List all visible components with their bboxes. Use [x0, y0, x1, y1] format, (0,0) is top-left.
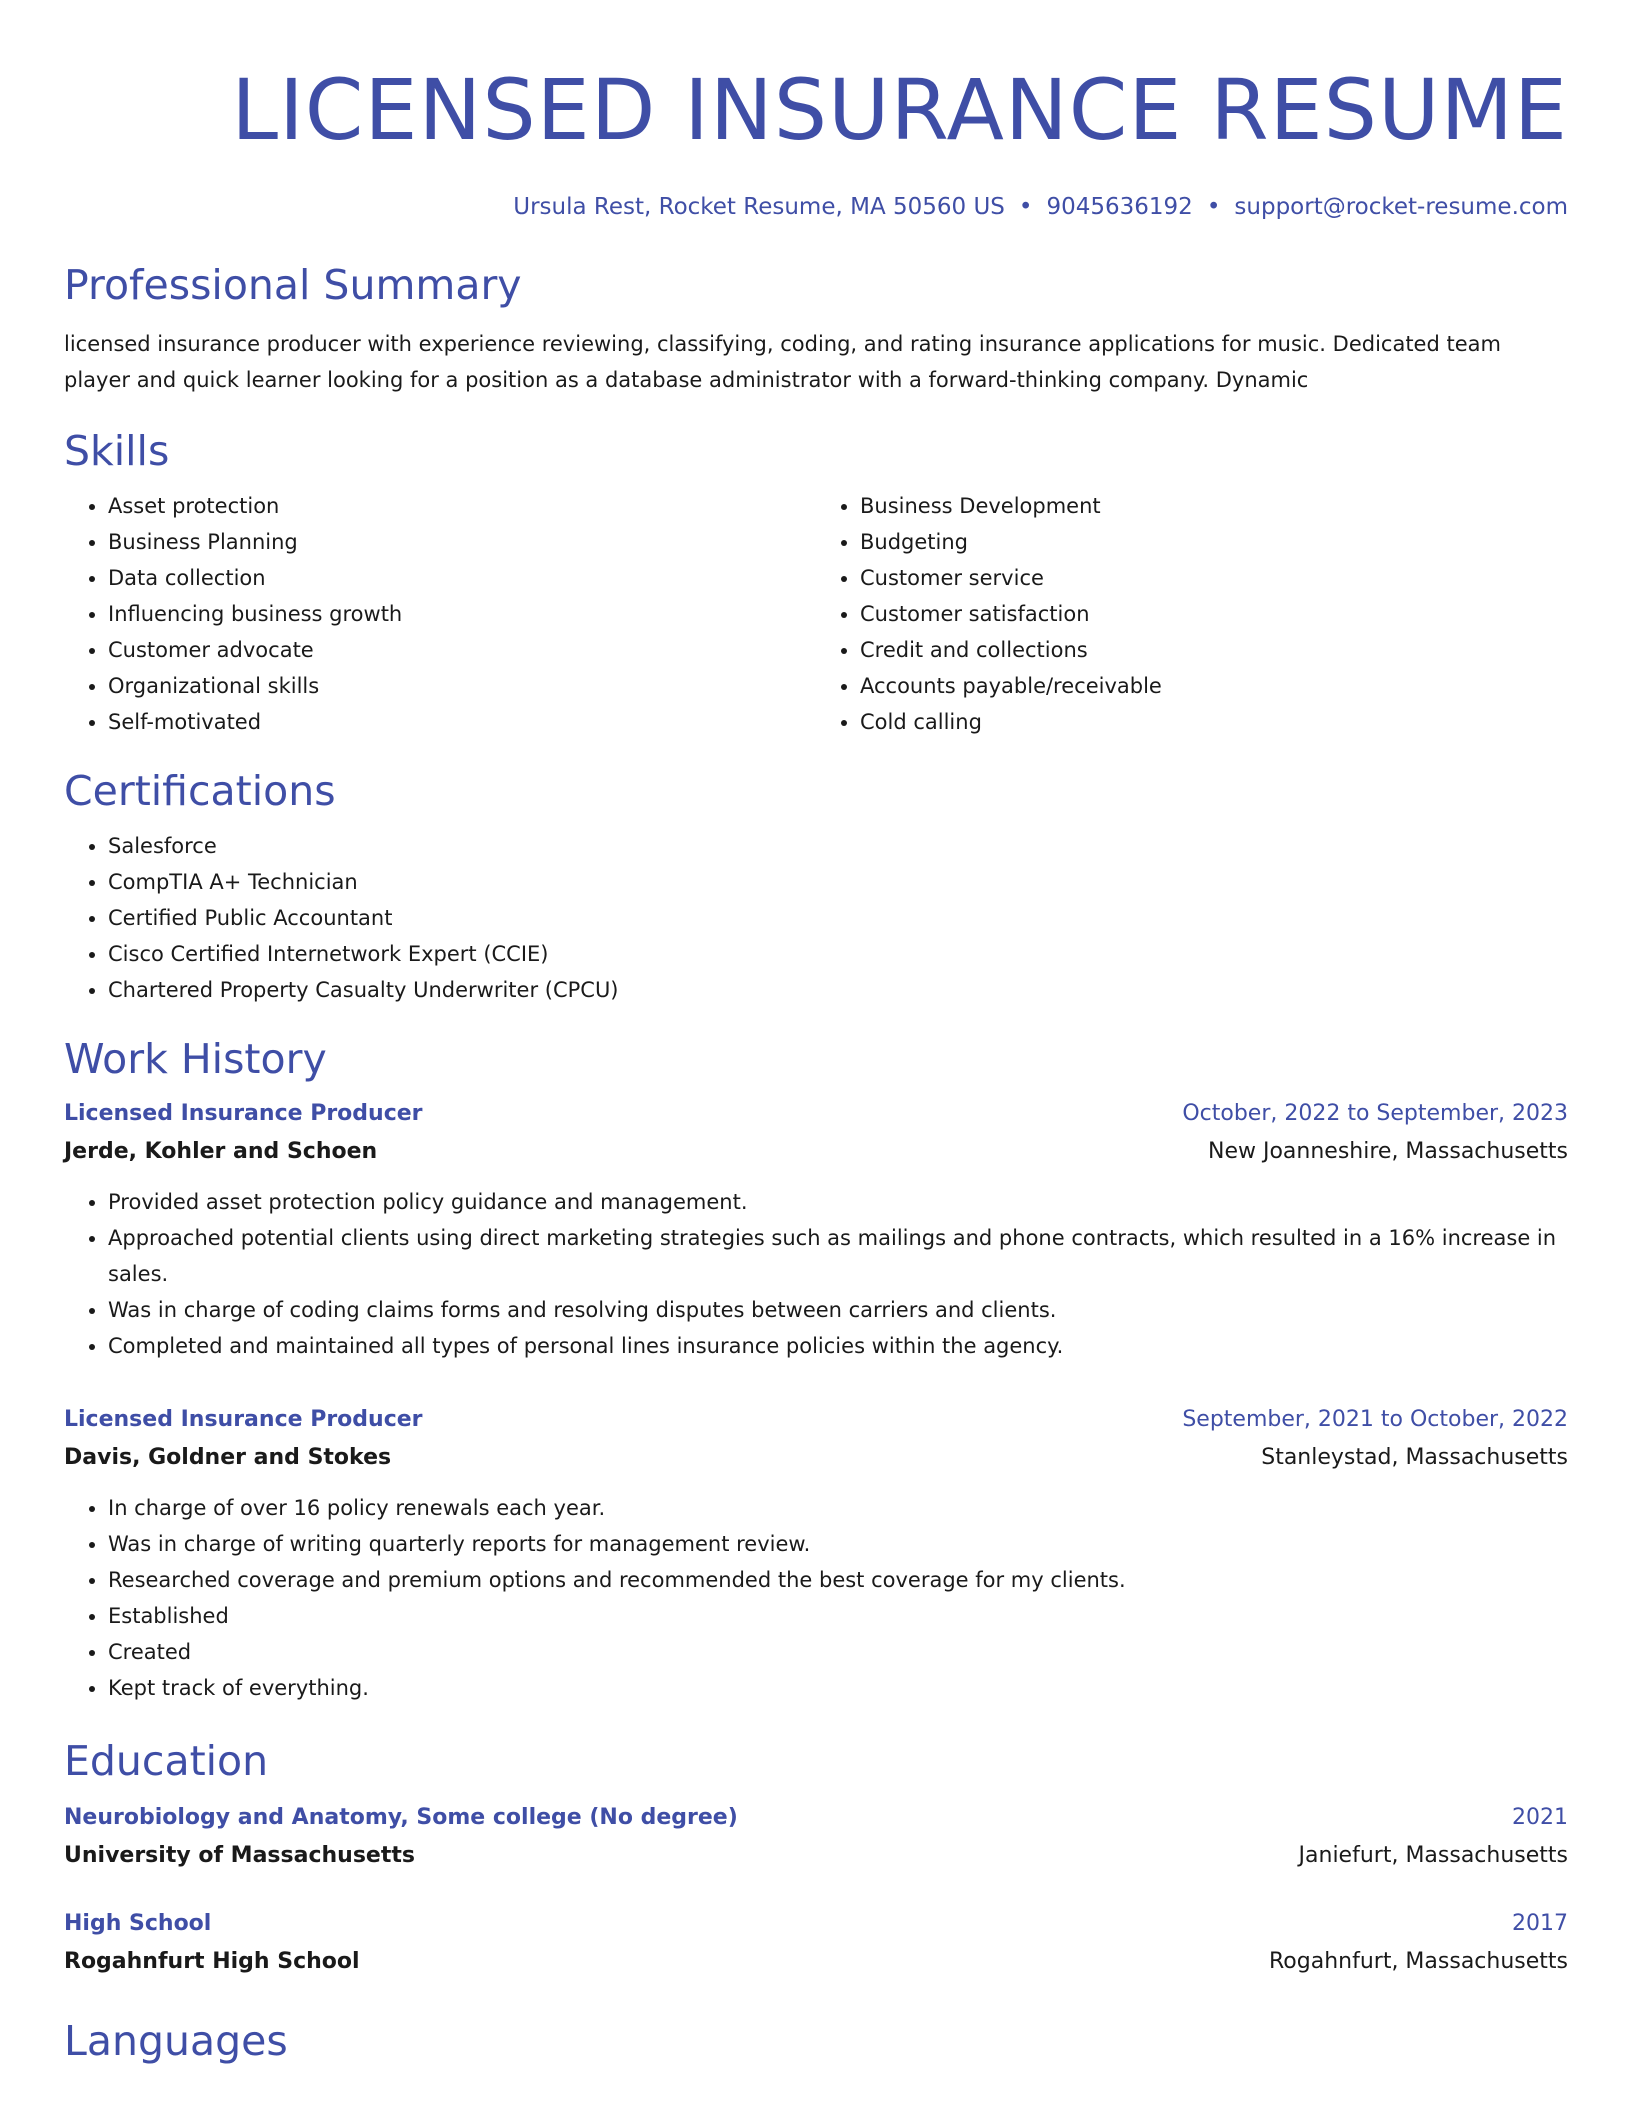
skill-item: • Self-motivated: [108, 704, 816, 740]
skill-item: • Credit and collections: [860, 632, 1568, 668]
education-degree: Neurobiology and Anatomy, Some college (No degree): [64, 1805, 738, 1830]
contact-line: [64, 190, 1568, 224]
skill-item: • Data collection: [108, 560, 816, 596]
contact-email: support@rocket-resume.com: [1234, 194, 1568, 220]
job-bullet: • Was in charge of coding claims forms and resolving disputes between carriers and clients.: [108, 1292, 1568, 1328]
certification-item: • Salesforce: [108, 828, 1568, 864]
job-dates: September, 2021 to October, 2022: [1182, 1407, 1568, 1432]
summary-heading: Professional Summary: [64, 261, 522, 309]
education-year: 2021: [1512, 1805, 1568, 1830]
summary-text: licensed insurance producer with experience reviewing, classifying, coding, and rating insurance applications for music. Dedicated team player and quick learner looking for a position as a database administrator with a forward-thinking company. Dynamic: [64, 332, 1501, 392]
education-school: Rogahnfurt High School: [64, 1949, 360, 1974]
job-title: Licensed Insurance Producer: [64, 1407, 423, 1432]
job-company: Davis, Goldner and Stokes: [64, 1445, 392, 1470]
education-location: Janiefurt, Massachusetts: [1298, 1843, 1568, 1868]
education-location: Rogahnfurt, Massachusetts: [1269, 1949, 1568, 1974]
education-header: [64, 1800, 1568, 1836]
skills-column-left: [64, 488, 816, 740]
separator-dot: •: [1018, 194, 1033, 220]
education-header: [64, 1906, 1568, 1942]
skills-list: [64, 488, 1568, 740]
resume-page: [64, 48, 1568, 2066]
education-heading: Education: [64, 1737, 269, 1785]
education-entry: [64, 1906, 1568, 1982]
skill-item: • Asset protection: [108, 488, 816, 524]
job-location: New Joanneshire, Massachusetts: [1208, 1139, 1568, 1164]
skill-item: • Accounts payable/receivable: [860, 668, 1568, 704]
skill-item: • Customer satisfaction: [860, 596, 1568, 632]
resume-title: LICENSED INSURANCE RESUME: [231, 61, 1568, 159]
job-bullets: [64, 1184, 1568, 1364]
job-header: [64, 1402, 1568, 1438]
skills-column-right: [816, 488, 1568, 740]
job-dates: October, 2022 to September, 2023: [1182, 1101, 1568, 1126]
job-entry: [64, 1096, 1568, 1364]
education-degree: High School: [64, 1911, 212, 1936]
job-bullet: • In charge of over 16 policy renewals each year.: [108, 1490, 1568, 1526]
job-bullet: • Was in charge of writing quarterly reports for management review.: [108, 1526, 1568, 1562]
certification-item: • Cisco Certified Internetwork Expert (CCIE): [108, 936, 1568, 972]
certification-item: • Certified Public Accountant: [108, 900, 1568, 936]
work-history-heading: Work History: [64, 1035, 327, 1083]
education-subheader: [64, 1836, 1568, 1876]
job-bullet: • Researched coverage and premium options and recommended the best coverage for my clients.: [108, 1562, 1568, 1598]
job-location: Stanleystad, Massachusetts: [1261, 1445, 1568, 1470]
separator-dot: •: [1206, 194, 1221, 220]
certification-item: • Chartered Property Casualty Underwriter (CPCU): [108, 972, 1568, 1008]
job-header: [64, 1096, 1568, 1132]
job-subheader: [64, 1132, 1568, 1172]
contact-phone: 9045636192: [1046, 194, 1193, 220]
job-bullet: • Created: [108, 1634, 1568, 1670]
job-bullets: [64, 1490, 1568, 1706]
job-bullet: • Provided asset protection policy guidance and management.: [108, 1184, 1568, 1220]
job-company: Jerde, Kohler and Schoen: [64, 1139, 378, 1164]
skill-item: • Customer advocate: [108, 632, 816, 668]
education-subheader: [64, 1942, 1568, 1982]
education-year: 2017: [1512, 1911, 1568, 1936]
certification-item: • CompTIA A+ Technician: [108, 864, 1568, 900]
job-title: Licensed Insurance Producer: [64, 1101, 423, 1126]
skill-item: • Organizational skills: [108, 668, 816, 704]
skill-item: • Business Planning: [108, 524, 816, 560]
education-entry: [64, 1800, 1568, 1876]
job-bullet: • Completed and maintained all types of personal lines insurance policies within the agency.: [108, 1328, 1568, 1364]
skill-item: • Budgeting: [860, 524, 1568, 560]
contact-address: Ursula Rest, Rocket Resume, MA 50560 US: [513, 194, 1005, 220]
skills-heading: Skills: [64, 427, 170, 475]
certifications-list: [64, 828, 1568, 1008]
job-subheader: [64, 1438, 1568, 1478]
skill-item: • Influencing business growth: [108, 596, 816, 632]
languages-heading: Languages: [64, 2017, 288, 2065]
job-entry: [64, 1402, 1568, 1706]
skill-item: • Customer service: [860, 560, 1568, 596]
skill-item: • Cold calling: [860, 704, 1568, 740]
job-bullet: • Approached potential clients using direct marketing strategies such as mailings and phone contracts, which resulted in a 16% increase in sales.: [108, 1220, 1568, 1292]
skill-item: • Business Development: [860, 488, 1568, 524]
job-bullet: • Kept track of everything.: [108, 1670, 1568, 1706]
education-school: University of Massachusetts: [64, 1843, 415, 1868]
job-bullet: • Established: [108, 1598, 1568, 1634]
certifications-heading: Certifications: [64, 767, 336, 815]
